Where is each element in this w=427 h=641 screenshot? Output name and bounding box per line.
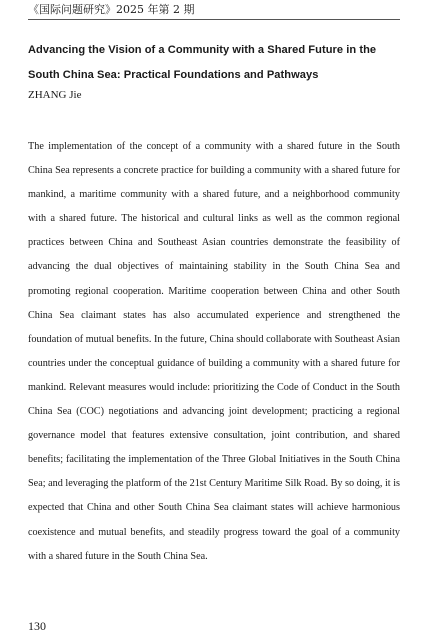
article-author: ZHANG Jie	[28, 89, 82, 101]
running-header: 《国际问题研究》2025 年第 2 期	[28, 2, 400, 20]
article-title: Advancing the Vision of a Community with a Shared Future in the South China Sea: Practical Foundations and Pathways	[28, 44, 377, 81]
page-number: 130	[28, 619, 46, 633]
article-abstract: The implementation of the concept of a community with a shared future in the South China Sea represents a concrete practice for building a community with a shared future for mankind, a maritime community with a shared future, and a neighborhood community with a shared future. The historical and cultural links as well as the common regional practices between China and Southeast Asian countries demonstrate the feasibility of advancing the dual objectives of maintaining stability in the South China Sea and promoting regional cooperation. Maritime cooperation between China and other South China Sea claimant states has also accumulated experience and strengthened the foundation of mutual benefits. In the future, China should collaborate with Southeast Asian countries under the conceptual guidance of building a community with a shared future for mankind. Relevant measures would include: prioritizing the Code of Conduct in the South China Sea (COC) negotiations and advancing joint development; practicing a regional governance model that features extensive consultation, joint contribution, and shared benefits; facilitating the implementation of the Three Global Initiatives in the South China Sea; and leveraging the platform of the 21st Century Maritime Silk Road. By so doing, it is expected that China and other South China Sea claimant states will achieve harmonious coexistence and mutual benefits, and steadily progress toward the goal of a community with a shared future in the South China Sea.	[28, 141, 400, 562]
